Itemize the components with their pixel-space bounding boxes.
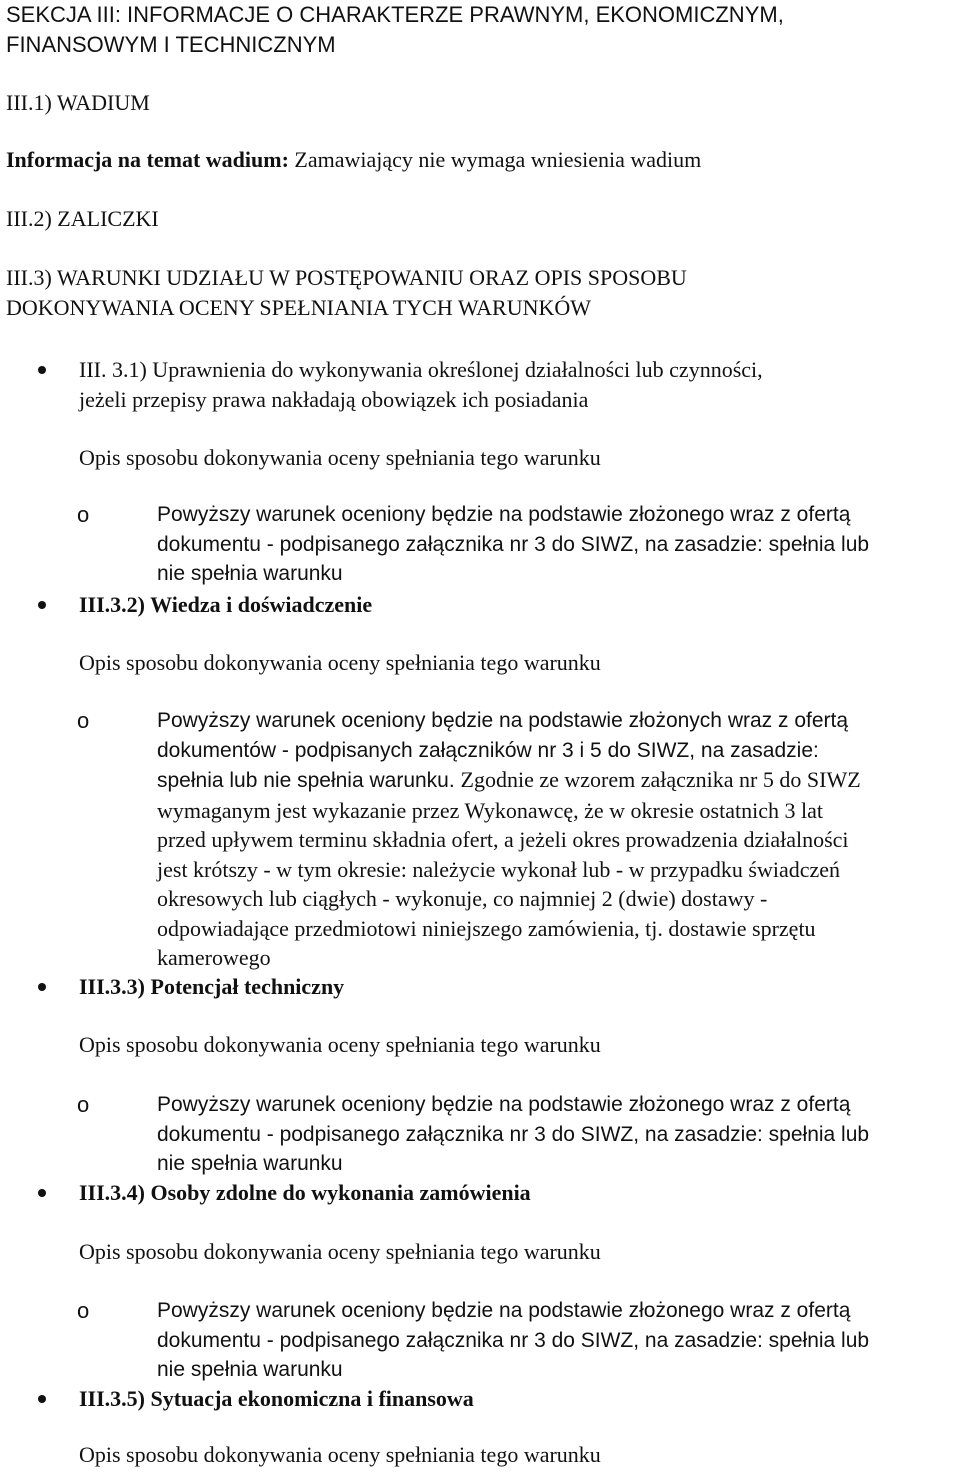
desc-line: Powyższy warunek oceniony będzie na podstawie złożonego wraz z ofertą xyxy=(157,1093,851,1116)
desc-line: Powyższy warunek oceniony będzie na podstawie złożonych wraz z ofertą xyxy=(157,709,849,732)
desc-line: nie spełnia warunku xyxy=(157,1358,343,1381)
desc-line: dokumentu - podpisanego załącznika nr 3 do SIWZ, na zasadzie: spełnia lub xyxy=(157,1328,870,1352)
item-description xyxy=(157,1090,957,1179)
desc-line: kamerowego xyxy=(157,945,271,970)
desc-line-sans: spełnia lub nie spełnia warunku. xyxy=(157,769,455,792)
wadium-info-label: Informacja na temat wadium: xyxy=(6,147,289,172)
item-title: III.3.5) Sytuacja ekonomiczna i finansowa xyxy=(79,1386,474,1411)
item-description xyxy=(157,500,957,589)
desc-line: nie spełnia warunku xyxy=(157,562,343,585)
opis-label: Opis sposobu dokonywania oceny spełniania tego warunku xyxy=(79,445,601,470)
opis-label: Opis sposobu dokonywania oceny spełniania tego warunku xyxy=(79,1032,601,1057)
section-title-line2: FINANSOWYM I TECHNICZNYM xyxy=(6,31,336,57)
desc-line: okresowych lub ciągłych - wykonuje, co najmniej 2 (dwie) dostawy - xyxy=(157,886,768,911)
desc-line: dokumentu - podpisanego załącznika nr 3 do SIWZ, na zasadzie: spełnia lub xyxy=(157,1122,870,1146)
bullet-icon xyxy=(38,366,46,374)
item-title-line2: jeżeli przepisy prawa nakładają obowiązek ich posiadania xyxy=(79,386,589,412)
desc-line: wymaganym jest wykazanie przez Wykonawcę, że w okresie ostatnich 3 lat xyxy=(157,797,823,823)
item-title-line1: III. 3.1) Uprawnienia do wykonywania określonej działalności lub czynności, xyxy=(79,357,763,382)
desc-line: Powyższy warunek oceniony będzie na podstawie złożonego wraz z ofertą xyxy=(157,1299,851,1322)
desc-line: odpowiadające przedmiotowi niniejszego zamówienia, tj. dostawie sprzętu xyxy=(157,915,816,941)
opis-label: Opis sposobu dokonywania oceny spełniania tego warunku xyxy=(79,1442,601,1467)
circle-bullet-icon: o xyxy=(77,1092,90,1117)
desc-line: Powyższy warunek oceniony będzie na podstawie złożonego wraz z ofertą xyxy=(157,503,851,526)
desc-line-serif: Zgodnie ze wzorem załącznika nr 5 do SIWZ xyxy=(460,767,861,792)
item-description xyxy=(157,706,957,973)
item-title: III.3.2) Wiedza i doświadczenie xyxy=(79,592,373,617)
warunki-heading-line2: DOKONYWANIA OCENY SPEŁNIANIA TYCH WARUNKÓW xyxy=(6,294,592,320)
item-title: III.3.4) Osoby zdolne do wykonania zamówienia xyxy=(79,1180,531,1205)
warunki-heading xyxy=(6,263,956,322)
circle-bullet-icon: o xyxy=(77,502,90,527)
item-title: III.3.3) Potencjał techniczny xyxy=(79,974,345,999)
bullet-icon xyxy=(38,601,46,609)
bullet-icon xyxy=(38,1189,46,1197)
wadium-info-value: Zamawiający nie wymaga wniesienia wadium xyxy=(294,147,702,172)
opis-label: Opis sposobu dokonywania oceny spełniania tego warunku xyxy=(79,650,601,675)
circle-bullet-icon: o xyxy=(77,708,90,733)
warunki-heading-line1: III.3) WARUNKI UDZIAŁU W POSTĘPOWANIU ORAZ OPIS SPOSOBU xyxy=(6,265,687,290)
circle-bullet-icon: o xyxy=(77,1298,90,1323)
bullet-icon xyxy=(38,983,46,991)
desc-line: jest krótszy - w tym okresie: należycie wykonał lub - w przypadku świadczeń xyxy=(157,856,841,882)
item-description xyxy=(157,1296,957,1385)
bullet-icon xyxy=(38,1395,46,1403)
desc-line: dokumentu - podpisanego załącznika nr 3 do SIWZ, na zasadzie: spełnia lub xyxy=(157,532,870,556)
wadium-info xyxy=(6,145,956,175)
zaliczki-heading: III.2) ZALICZKI xyxy=(6,206,159,231)
item-title xyxy=(79,355,949,414)
section-title xyxy=(6,0,946,59)
desc-line: nie spełnia warunku xyxy=(157,1152,343,1175)
desc-line: przed upływem terminu składnia ofert, a jeżeli okres prowadzenia działalności xyxy=(157,827,849,852)
desc-line xyxy=(157,765,957,796)
section-title-line1: SEKCJA III: INFORMACJE O CHARAKTERZE PRAWNYM, EKONOMICZNYM, xyxy=(6,2,784,27)
opis-label: Opis sposobu dokonywania oceny spełniania tego warunku xyxy=(79,1239,601,1264)
wadium-heading: III.1) WADIUM xyxy=(6,90,150,115)
desc-line: dokumentów - podpisanych załączników nr 3 i 5 do SIWZ, na zasadzie: xyxy=(157,738,819,762)
